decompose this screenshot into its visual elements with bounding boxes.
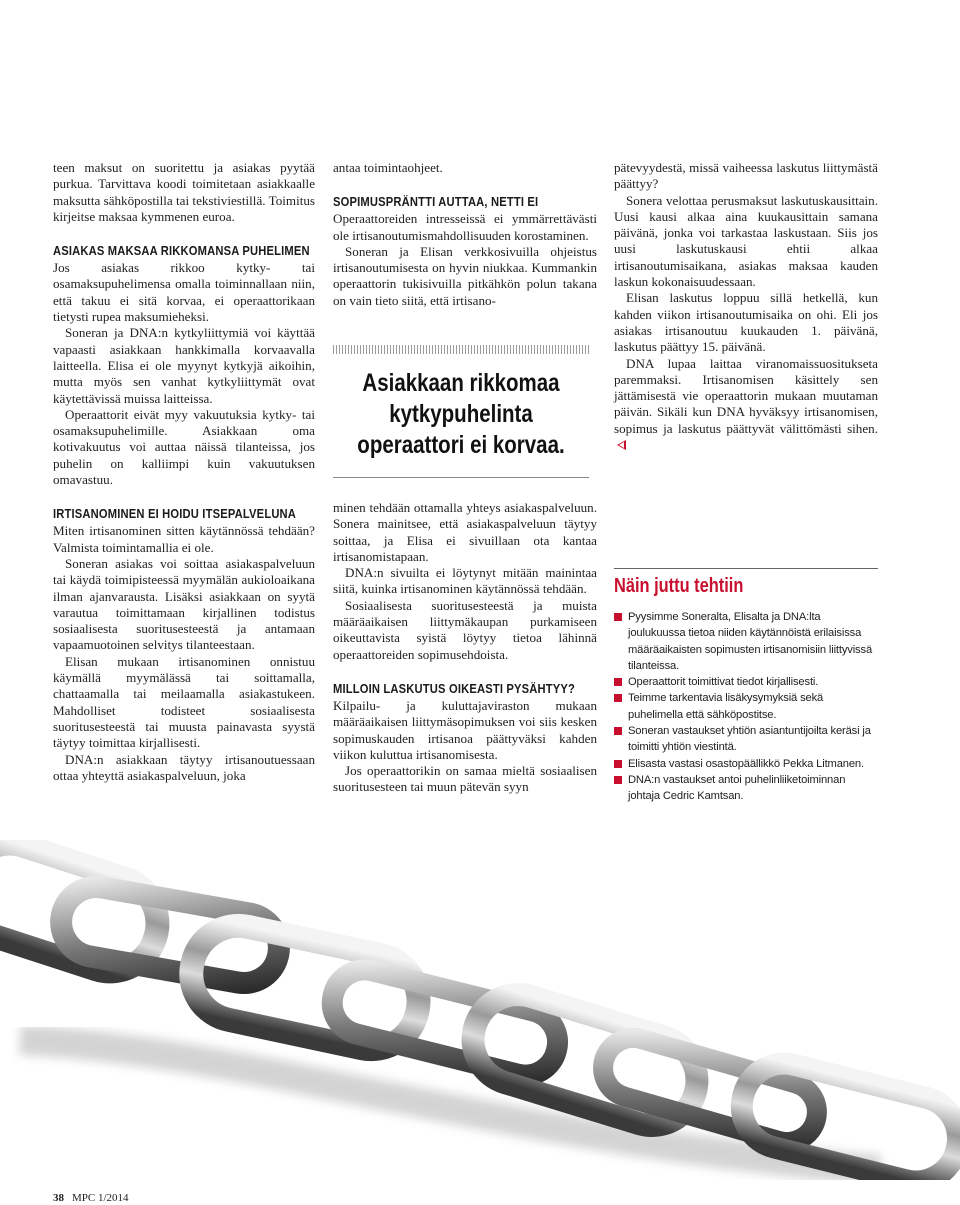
info-box-list	[614, 609, 878, 805]
info-box-rule	[614, 568, 878, 569]
column-1	[53, 160, 315, 784]
paragraph: Soneran ja Elisan verkkosivuilla ohjeistus irtisanoutumisesta on hyvin niukkaa. Kummankin operaattorin tukisivuilla pitkähkön polun takana on vain tieto siitä, että irtisano-	[333, 243, 597, 308]
list-item	[614, 756, 878, 772]
pull-quote-rule	[333, 477, 589, 478]
red-square-icon	[614, 727, 622, 735]
page-number: 38	[53, 1192, 64, 1204]
pull-quote-stripe	[333, 345, 589, 354]
paragraph: antaa toimintaohjeet.	[333, 160, 443, 175]
list-item	[614, 609, 878, 674]
paragraph: Sosiaalisesta suoritusesteestä ja muista määräaikaisen liittymäkaupan purkamiseen oikeuttavista syistä löytyy tietoa lähinnä operaattoreiden sopimusehdoista.	[333, 597, 597, 662]
paragraph: Sonera velottaa perusmaksut laskutuskausittain. Uusi kausi alkaa aina kuukausittain samana päivänä, jonka voi tarkastaa laskustaan. Siis jos uusi laskutuskausi ehtii alkaa irtisanoutumisaikana, asiakas maksaa kauden laskun kokonaisuudessaan.	[614, 192, 878, 290]
paragraph: Jos asiakas rikkoo kytky- tai osamaksupuhelimensa omalla toiminnallaan niin, että takuu ei sitä korvaa, ei operaattorikaan tietysti rupea maksumieheksi.	[53, 260, 315, 325]
red-square-icon	[614, 678, 622, 686]
paragraph: Elisan mukaan irtisanominen onnistuu käymällä myymälässä tai soittamalla, chattaamalla tai meilaamalla asiakastukeen. Mahdolliset todisteet sosiaalisesta suoritusesteestä tai muusta painavasta syystä täytyy toimittaa kirjallisesti.	[53, 653, 315, 751]
paragraph: Kilpailu- ja kuluttajaviraston mukaan määräaikaisen liittymäsopimuksen voi siis kesken sopimuskauden irtisanoa päättyväksi kahden viikon kuluttua irtisanomisesta.	[333, 697, 597, 762]
paragraph: Miten irtisanominen sitten käytännössä tehdään? Valmista toimintamallia ei ole.	[53, 523, 315, 555]
red-square-icon	[614, 613, 622, 621]
paragraph: Jos operaattorikin on samaa mieltä sosiaalisen suoritusesteen tai muun pätevän syyn	[333, 763, 597, 795]
section-heading: MILLOIN LASKUTUS OIKEASTI PYSÄHTYY?	[333, 680, 576, 696]
paragraph: Elisan laskutus loppuu sillä hetkellä, kun kahden viikon irtisanoutumisaika on ohi. Eli jos asiakas irtisanoutuu kuukauden 1. päivänä, laskutus päättyy 15. päivänä.	[614, 290, 878, 355]
triangle-left-icon	[617, 440, 626, 450]
pull-quote	[333, 345, 589, 478]
list-item-text: DNA:n vastaukset antoi puhelinliiketoiminnan johtaja Cedric Kamtsan.	[628, 773, 846, 803]
paragraph: DNA:n asiakkaan täytyy irtisanoutuessaan ottaa yhteyttä asiakaspalveluun, joka	[53, 751, 315, 783]
list-item	[614, 674, 878, 690]
info-box-title: Näin juttu tehtiin	[614, 575, 744, 597]
list-item-text: Teimme tarkentavia lisäkysymyksiä sekä puhelimella että sähköpostitse.	[628, 692, 824, 721]
red-square-icon	[614, 776, 622, 784]
pull-quote-text: Asiakkaan rikkomaa kytkypuhelinta operaattori ei korvaa.	[357, 369, 565, 459]
paragraph: pätevyydestä, missä vaiheessa laskutus liittymästä päättyy?	[614, 160, 878, 192]
page-footer	[53, 1192, 129, 1204]
paragraph-text: DNA lupaa laittaa viranomaissuositukseta paremmaksi. Irtisanomisen käsittely sen jättämisestä vie operaattorin mukaan muutaman päivän. Sikäli kun DNA hyväksyy irtisanomisen, sopimus ja laskutus päättyvät välittömästi sihen.	[614, 355, 878, 436]
paragraph: Operaattorit eivät myy vakuutuksia kytky- tai osamaksupuhelimille. Asiakkaan oma kotivakuutus voi auttaa näissä tilanteissa, jos puhelin on kalliimpi kuin vakuutuksen omavastuu.	[53, 406, 315, 488]
column-2-top	[333, 160, 597, 309]
paragraph: minen tehdään ottamalla yhteys asiakaspalveluun. Sonera mainitsee, että asiakaspalveluun täytyy soittaa, ja Elisa ei sivuillaan ota kantaa irtisanomistapaan.	[333, 500, 597, 564]
list-item-text: Operaattorit toimittivat tiedot kirjallisesti.	[628, 676, 819, 689]
paragraph: Operaattoreiden intresseissä ei ymmärrettävästi ole irtisanoutumismahdollisuuden korostaminen.	[333, 211, 597, 243]
red-square-icon	[614, 694, 622, 702]
paragraph: teen maksut on suoritettu ja asiakas pyytää purkua. Tarvittava koodi toimitetaan asiakkaalle maksutta sähköpostilla tai tekstiviestillä. Toimitus kirjeitse maksaa kymmenen euroa.	[53, 160, 315, 224]
chain-photo	[0, 840, 960, 1180]
paragraph: Soneran asiakas voi soittaa asiakaspalveluun tai käydä toimipisteessä myymälän aukioloaikana ilman ajanvarausta. Lisäksi asiakkaan on syytä varautua toimittamaan kirjallinen todistus sosiaalisesta suoritusesteestä ja antamaan vapaamuotoinen selvitys tilanteestaan.	[53, 555, 315, 653]
publication-name: MPC 1/2014	[72, 1192, 129, 1204]
paragraph	[614, 356, 878, 454]
chain-link	[325, 963, 564, 1082]
list-item	[614, 772, 878, 805]
list-item-text: Soneran vastaukset yhtiön asiantuntijoilta keräsi ja toimitti yhtiön viestintä.	[628, 725, 871, 754]
list-item-text: Elisasta vastasi osastopäällikkö Pekka Litmanen.	[628, 757, 864, 770]
column-2-bottom	[333, 500, 597, 796]
section-heading: SOPIMUSPRÄNTTI AUTTAA, NETTI EI	[333, 194, 539, 210]
paragraph: Soneran ja DNA:n kytkyliittymiä voi käyttää vapaasti asiakkaan hankkimalla korvaavalla laitteella. Elisa ei ole myynyt kytkyjä aikoihin, mutta myös sen vanhat kytkyliittymät ovat käytettävissä muissa laitteissa.	[53, 325, 315, 406]
list-item-text: Pyysimme Soneralta, Elisalta ja DNA:lta joulukuussa tietoa niiden käytännöistä erilaisissa määräaikaisten sopimusten irtisanomisiin liittyvissä tilanteissa.	[628, 611, 873, 672]
section-heading: IRTISANOMINEN EI HOIDU ITSEPALVELUNA	[53, 506, 297, 522]
section-heading: ASIAKAS MAKSAA RIKKOMANSA PUHELIMEN	[53, 243, 310, 259]
info-box	[614, 568, 878, 805]
list-item	[614, 723, 878, 756]
red-square-icon	[614, 760, 622, 768]
list-item	[614, 690, 878, 723]
paragraph: DNA:n sivuilta ei löytynyt mitään mainintaa siitä, kuinka irtisanominen käytännössä tehdään.	[333, 565, 597, 597]
column-3	[614, 160, 878, 453]
